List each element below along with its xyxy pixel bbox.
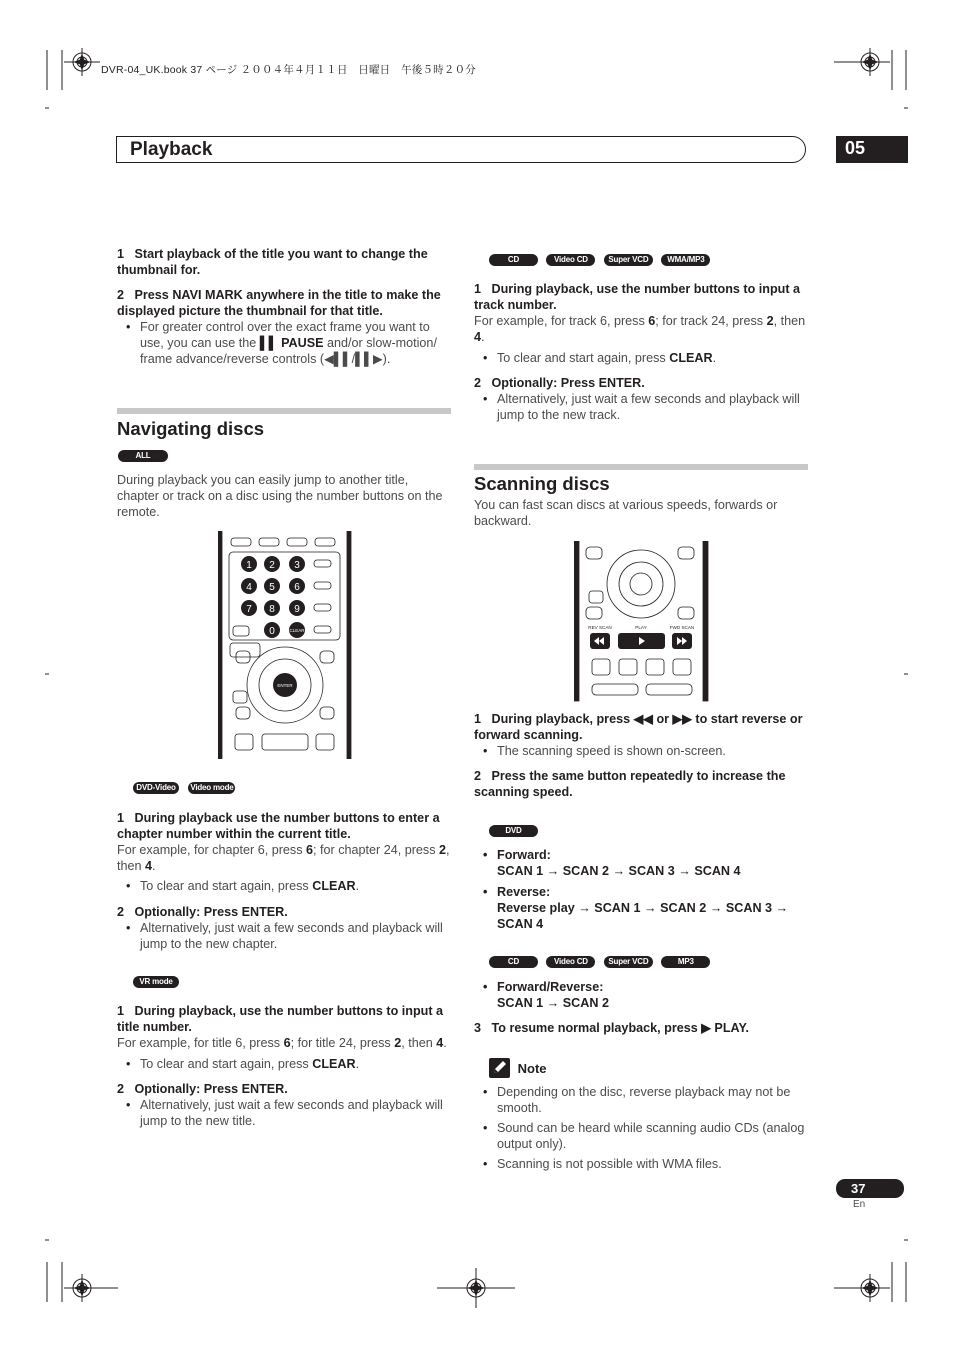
note-pencil-icon <box>489 1058 510 1078</box>
bullet-item: • Alternatively, just wait a few seconds and playback will jump to the new title. <box>117 1097 452 1129</box>
print-info: DVR-04_UK.book 37 ページ ２００４年４月１１日 日曜日 午後５時２０分 <box>101 64 476 76</box>
svg-text:8: 8 <box>269 604 275 615</box>
note-heading: Note <box>489 1058 547 1078</box>
disc-badges <box>133 976 179 994</box>
badge-video-cd: Video CD <box>546 254 595 266</box>
example-text: For example, for track 6, press 6; for track 24, press 2, then 4. <box>474 314 806 344</box>
step-heading: 2 Optionally: Press ENTER. <box>117 905 288 919</box>
badge-mp3: MP3 <box>661 956 710 968</box>
bullet-item: • Forward: SCAN 1 → SCAN 2 → SCAN 3 → SCAN 4 <box>474 847 809 879</box>
disc-badges <box>118 450 168 468</box>
bullet-item: • Forward/Reverse: SCAN 1 → SCAN 2 <box>474 979 809 1011</box>
step-heading: 2 Press NAVI MARK anywhere in the title to make the displayed picture the thumbnail for that title. <box>117 288 441 318</box>
bullet-item: • Alternatively, just wait a few seconds and playback will jump to the new track. <box>474 391 809 423</box>
section-title: Navigating discs <box>117 418 265 439</box>
badge-video-cd: Video CD <box>546 956 595 968</box>
step-heading: 1 During playback, use the number buttons to input a track number. <box>474 282 801 312</box>
disc-badges <box>489 825 538 843</box>
scan-cd-speeds <box>474 979 809 1036</box>
step-heading: 1 During playback, press ◀◀ or ▶▶ to start reverse or forward scanning. <box>474 712 803 742</box>
section-header <box>116 136 806 163</box>
vr-instructions <box>117 1003 452 1129</box>
disc-badges <box>489 254 710 272</box>
step-heading: 2 Optionally: Press ENTER. <box>117 1082 288 1096</box>
section-divider <box>474 464 808 470</box>
svg-text:REV SCAN: REV SCAN <box>588 625 612 630</box>
badge-super-vcd: Super VCD <box>604 254 653 266</box>
bullet-item: • For greater control over the exact frame you want to use, you can use the ▌▌ PAUSE and/or slow-motion/ frame advance/reverse controls (◀▌▌/▌▌▶). <box>117 319 452 367</box>
bullet-item: • Alternatively, just wait a few seconds and playback will jump to the new chapter. <box>117 920 452 952</box>
page-language: En <box>853 1199 866 1210</box>
intro-text: During playback you can easily jump to another title, chapter or track on a disc using the number buttons on the remote. <box>117 473 443 519</box>
bullet-item: • To clear and start again, press CLEAR. <box>474 350 809 366</box>
step-heading: 1 During playback, use the number buttons to input a title number. <box>117 1004 444 1034</box>
note-item: • Depending on the disc, reverse playback may not be smooth. <box>474 1084 809 1116</box>
disc-badges <box>489 956 710 974</box>
svg-text:0: 0 <box>269 626 275 637</box>
svg-text:2: 2 <box>269 560 275 571</box>
svg-text:3: 3 <box>294 560 300 571</box>
badge-cd: CD <box>489 254 538 266</box>
intro-text: You can fast scan discs at various speeds, forwards or backward. <box>474 498 778 528</box>
bullet-item: • To clear and start again, press CLEAR. <box>117 1056 452 1072</box>
step-heading: 2 Press the same button repeatedly to increase the scanning speed. <box>474 769 786 799</box>
step-heading: 3 To resume normal playback, press ▶ PLAY. <box>474 1021 749 1035</box>
note-item: • Sound can be heard while scanning audio CDs (analog output only). <box>474 1120 809 1152</box>
badge-vr-mode: VR mode <box>133 976 179 988</box>
note-item: • Scanning is not possible with WMA files. <box>474 1156 809 1172</box>
page-number: 37 <box>836 1179 904 1198</box>
badge-wma-mp3: WMA/MP3 <box>661 254 710 266</box>
svg-text:ENTER: ENTER <box>277 683 293 688</box>
svg-text:FWD SCAN: FWD SCAN <box>669 625 695 630</box>
badge-dvd: DVD <box>489 825 538 837</box>
svg-text:1: 1 <box>246 560 252 571</box>
cd-instructions <box>474 281 809 423</box>
left-column-top <box>117 246 452 367</box>
badge-dvd-video: DVD-Video <box>133 782 179 794</box>
example-text: For example, for chapter 6, press 6; for chapter 24, press 2, then 4. <box>117 843 450 873</box>
svg-text:4: 4 <box>246 582 252 593</box>
example-text: For example, for title 6, press 6; for title 24, press 2, then 4. <box>117 1036 447 1050</box>
badge-super-vcd: Super VCD <box>604 956 653 968</box>
svg-text:CLEAR: CLEAR <box>289 628 305 633</box>
page-title: Playback <box>130 139 213 160</box>
disc-badges <box>133 782 235 800</box>
badge-cd: CD <box>489 956 538 968</box>
badge-video-mode: Video mode <box>190 783 234 792</box>
section-title: Scanning discs <box>474 473 610 494</box>
svg-text:5: 5 <box>269 582 275 593</box>
svg-text:6: 6 <box>294 582 300 593</box>
note-list <box>474 1084 809 1172</box>
chapter-tab: 05 <box>836 136 908 163</box>
section-divider <box>117 408 451 414</box>
svg-text:PLAY: PLAY <box>635 625 647 630</box>
svg-text:9: 9 <box>294 604 300 615</box>
svg-text:7: 7 <box>246 604 252 615</box>
bullet-item: • The scanning speed is shown on-screen. <box>474 743 809 759</box>
remote-scan-illustration <box>574 541 710 703</box>
step-heading: 1 Start playback of the title you want to change the thumbnail for. <box>117 247 428 277</box>
step-heading: 1 During playback use the number buttons to enter a chapter number within the current title. <box>117 811 440 841</box>
scan-instructions <box>474 711 809 800</box>
badge-all: ALL <box>118 450 168 462</box>
bullet-item: • Reverse: Reverse play → SCAN 1 → SCAN 2 → SCAN 3 → SCAN 4 <box>474 884 809 932</box>
bullet-item: • To clear and start again, press CLEAR. <box>117 878 452 894</box>
scan-speeds <box>474 847 809 932</box>
remote-keypad-illustration <box>218 531 352 759</box>
step-heading: 2 Optionally: Press ENTER. <box>474 376 645 390</box>
dvd-instructions <box>117 810 452 952</box>
